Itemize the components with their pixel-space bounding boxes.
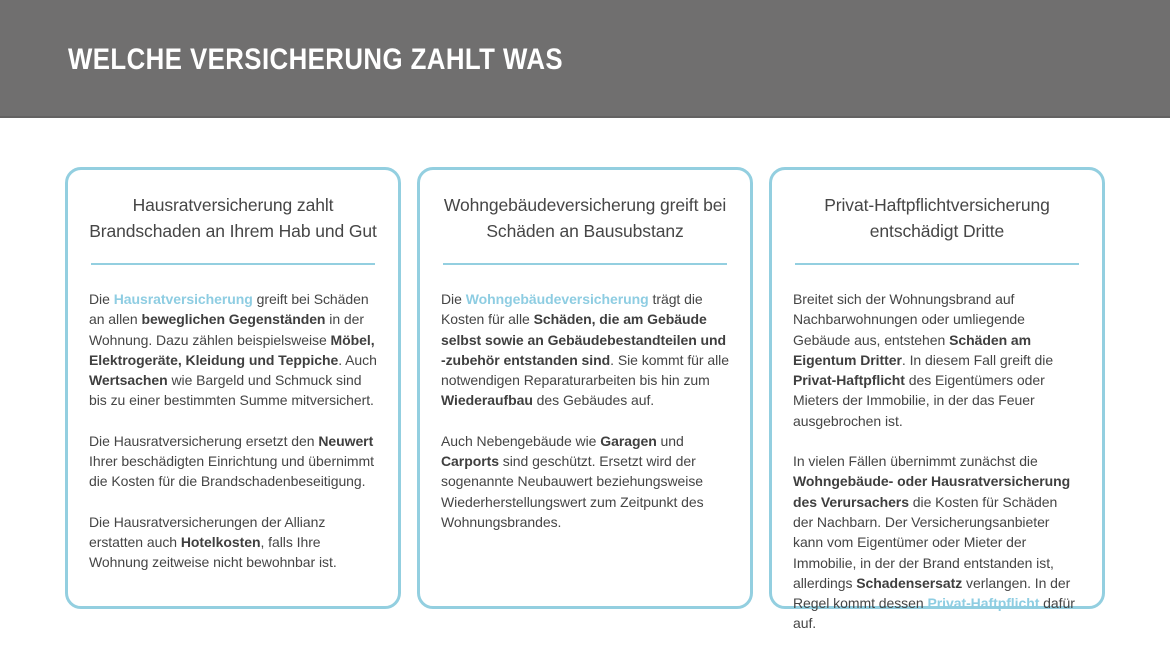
body-text: , falls Ihre Wohnung zeitweise nicht bewohnbar ist.: [89, 533, 337, 571]
body-text: Die Hausratversicherungen der Allianz erstatten auch: [89, 513, 326, 550]
insurance-card-wohngebaeude: [417, 167, 753, 609]
inline-link[interactable]: Hausratversicherung: [113, 291, 253, 307]
paragraph: [793, 289, 1081, 431]
card-body: [441, 289, 729, 532]
card-title: Privat-Haftpflichtversicherung entschädigt Dritte: [824, 195, 1050, 241]
body-text: . Auch: [338, 351, 377, 368]
page-title: WELCHE VERSICHERUNG ZAHLT WAS: [68, 43, 564, 76]
body-text: Ihrer beschädigten Einrichtung und übernimmt die Kosten für die Brandschadenbeseitigung.: [89, 453, 374, 490]
body-text: dafür auf.: [793, 595, 1075, 632]
card-body: [89, 289, 377, 573]
card-title: Wohngebäudeversicherung greift bei Schäden an Bausubstanz: [443, 195, 727, 241]
emphasis-text: Hotelkosten: [180, 533, 261, 550]
emphasis-text: Carports: [441, 453, 499, 470]
body-text: . Sie kommt für alle notwendigen Reparaturarbeiten bis hin zum: [441, 351, 729, 389]
body-text: sind geschützt. Ersetzt wird der sogenannte Neubauwert beziehungsweise Wiederherstellungswert zum Zeitpunkt des Wohnungsbrandes.: [441, 453, 704, 530]
body-text: trägt die Kosten für alle: [441, 291, 703, 328]
insurance-card-hausrat: [65, 167, 401, 609]
body-text: die Kosten für Schäden der Nachbarn. Der Versicherungsanbieter kann vom Eigentümer oder Mieter der Immobilie, in der der Brand entstanden ist, allerdings: [793, 493, 1058, 591]
emphasis-text: Neuwert: [318, 432, 374, 449]
card-divider: [795, 263, 1079, 265]
body-text: Auch Nebengebäude wie: [441, 432, 601, 449]
card-body: [793, 289, 1081, 634]
insurance-cards-row: [65, 167, 1105, 632]
paragraph: [441, 289, 729, 411]
card-divider: [443, 263, 727, 265]
body-text: Breitet sich der Wohnungsbrand auf Nachbarwohnungen oder umliegende Gebäude aus, entstehen: [793, 291, 1025, 348]
emphasis-text: Wohngebäude- oder Hausratversicherung des Verursachers: [793, 473, 1071, 510]
insurance-card-haftpflicht: [769, 167, 1105, 632]
body-text: verlangen. In der Regel kommt dessen: [793, 574, 1071, 612]
emphasis-text: Möbel, Elektrogeräte, Kleidung und Teppiche: [89, 331, 375, 368]
inline-link[interactable]: Privat-Haftpflicht: [927, 595, 1040, 612]
emphasis-text: Schadensersatz: [856, 574, 963, 591]
paragraph: [793, 451, 1081, 634]
body-text: wie Bargeld und Schmuck sind bis zu einer bestimmten Summe mitversichert.: [89, 372, 374, 409]
emphasis-text: Schäden, die am Gebäude selbst sowie an Gebäudebestandteilen und -zubehör entstanden sind: [441, 311, 727, 368]
body-text: In vielen Fällen übernimmt zunächst die: [793, 453, 1038, 470]
paragraph: [89, 431, 377, 492]
paragraph: [441, 431, 729, 532]
body-text: Die Hausratversicherung ersetzt den: [89, 432, 319, 449]
paragraph: [89, 289, 377, 411]
body-text: Die: [89, 291, 114, 307]
body-text: Die: [441, 291, 466, 307]
inline-link[interactable]: Wohngebäudeversicherung: [465, 291, 649, 307]
emphasis-text: Wiederaufbau: [441, 392, 533, 409]
body-text: und: [656, 432, 684, 449]
body-text: des Gebäudes auf.: [532, 392, 655, 409]
emphasis-text: beweglichen Gegenständen: [141, 311, 326, 328]
paragraph: [89, 512, 377, 573]
emphasis-text: Wertsachen: [89, 372, 168, 389]
body-text: in der Wohnung. Dazu zählen beispielsweise: [89, 311, 364, 348]
emphasis-text: Garagen: [600, 432, 657, 449]
emphasis-text: Schäden am Eigentum Dritter: [793, 331, 1032, 368]
body-text: des Eigentümers oder Mieters der Immobilie, in der das Feuer ausgebrochen ist.: [793, 372, 1045, 429]
body-text: greift bei Schäden an allen: [89, 291, 369, 328]
body-text: . In diesem Fall greift die: [901, 351, 1054, 368]
card-divider: [91, 263, 375, 265]
emphasis-text: Privat-Haftpflicht: [793, 372, 905, 389]
page-header-bar: [0, 0, 1170, 118]
card-title: Hausratversicherung zahlt Brandschaden an Ihrem Hab und Gut: [89, 195, 377, 241]
